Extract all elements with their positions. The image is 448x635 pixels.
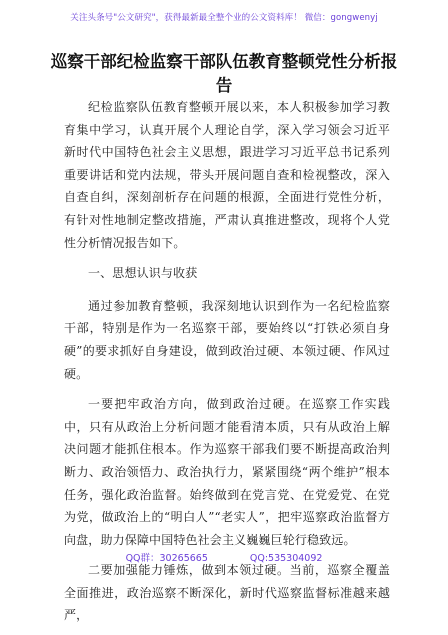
header-promo-note: 关注头条号"公文研究"，获得最新最全整个业的公文资料库！ 微信：gongwenyj [70, 13, 378, 23]
footer-qq-group: QQ群：30265665 [125, 553, 208, 564]
body-paragraph-understanding: 通过参加教育整顿，我深刻地认识到作为一名纪检监察干部，特别是作为一名巡察干部，要始终以“打铁必须自身硬”的要求抓好自身建设，做到政治过硬、本领过硬、作风过硬。 [64, 298, 390, 381]
footer-qq-number: QQ:535304092 [249, 553, 323, 564]
body-paragraph-ability: 二要加强能力锤炼，做到本领过硬。当前，巡察全覆盖全面推进，政治巡察不断深化，新时代巡察监督标准越来越严， [64, 563, 390, 623]
section-heading-1: 一、思想认识与收获 [88, 266, 198, 281]
body-paragraph-political: 一要把牢政治方向，做到政治过硬。在巡察工作实践中，只有从政治上分析问题才能看清本质，只有从政治上解决问题才能抓住根本。作为巡察干部我们要不断提高政治判断力、政治领悟力、政治执行力，紧紧围绕“两个维护”根本任务，强化政治监督。始终做到在党言党、在党爱党、在党为党，做政治上的“明白人”“老实人”，把牢巡察政治监督方向盘，助力保障中国特色社会主义巍巍巨轮行稳致远。 [64, 397, 390, 547]
body-paragraph-intro: 纪检监察队伍教育整顿开展以来，本人积极参加学习教育集中学习，认真开展个人理论自学，深入学习领会习近平新时代中国特色社会主义思想，跟进学习习近平总书记系列重要讲话和党内法规，带头开展问题自查和检视整改，深入自查自纠，深刻剖析存在问题的根源，全面进行党性分析，有针对性地制定整改措施，严肃认真推进整改，现将个人党性分析情况报告如下。 [64, 100, 390, 250]
footer-contact-note [0, 550, 448, 564]
document-title: 巡察干部纪检监察干部队伍教育整顿党性分析报告 [50, 52, 398, 95]
